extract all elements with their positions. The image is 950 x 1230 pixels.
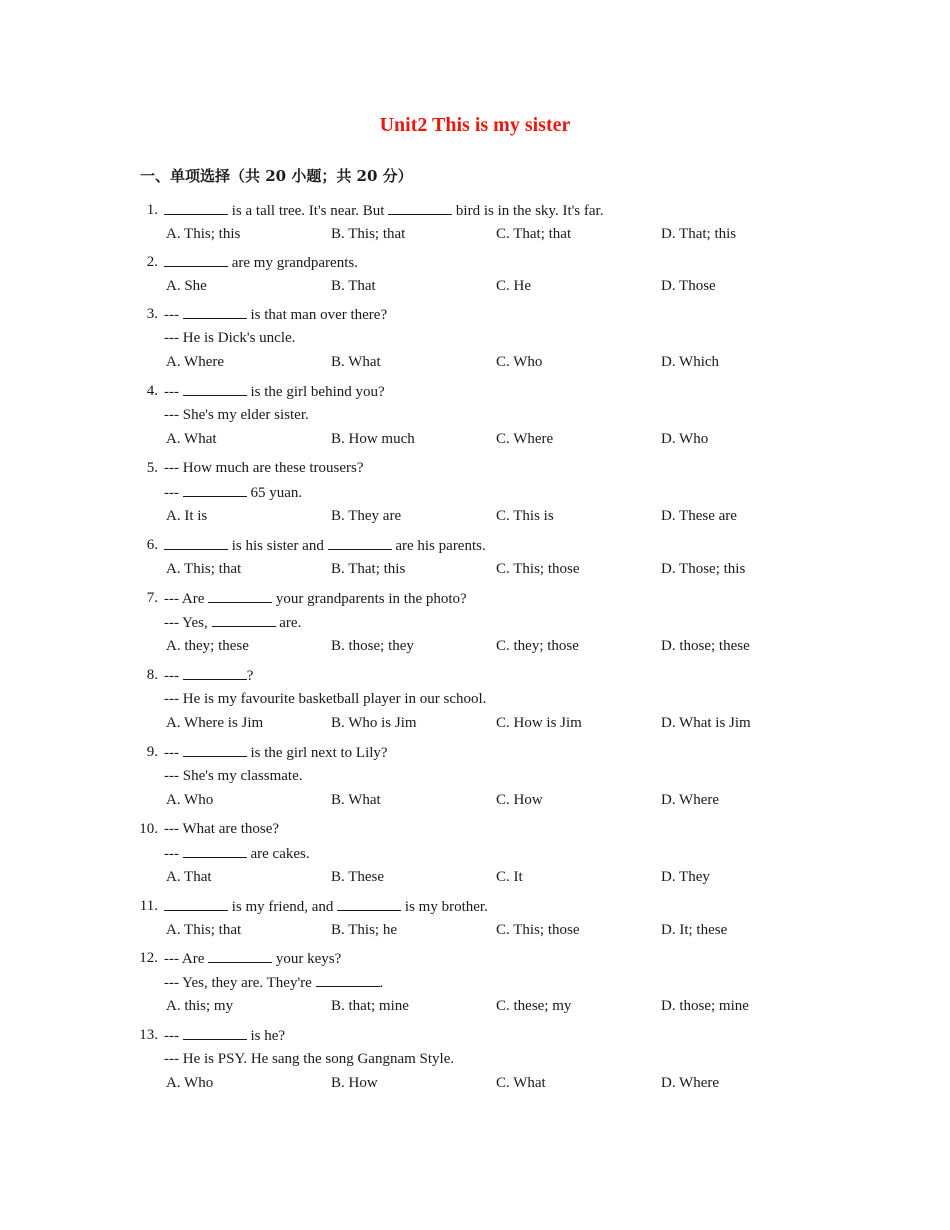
question-line: [164, 819, 279, 839]
question-number: 7.: [146, 590, 158, 606]
answer-option[interactable]: C. That; that: [496, 226, 572, 242]
answer-blank: [328, 535, 392, 550]
question-number: 10.: [139, 821, 158, 837]
question-number: 6.: [146, 537, 158, 553]
question-text: is the girl behind you?: [246, 384, 385, 400]
question-line: [164, 689, 486, 709]
answer-option[interactable]: D. What is Jim: [661, 715, 751, 731]
question-text: ---: [164, 1028, 183, 1044]
answer-option[interactable]: A. they; these: [166, 638, 249, 654]
answer-option[interactable]: C. How: [496, 792, 543, 808]
question-text: ---: [164, 745, 183, 761]
question-text: are my grandparents.: [228, 255, 358, 271]
document-title: Unit2 This is my sister: [379, 114, 571, 136]
answer-option[interactable]: B. This; that: [331, 226, 406, 242]
answer-option[interactable]: B. those; they: [331, 638, 414, 654]
question-line: [164, 1025, 285, 1046]
question-text: is he?: [246, 1028, 286, 1044]
answer-option[interactable]: D. That; this: [661, 226, 737, 242]
question-text: --- Are: [164, 951, 209, 967]
answer-option[interactable]: C. This; those: [496, 561, 580, 577]
question-line: [164, 972, 383, 993]
answer-blank: [164, 252, 228, 267]
question-number: 5.: [146, 460, 158, 476]
question-line: [164, 665, 253, 686]
question-text: --- He is PSY. He sang the song Gangnam Style.: [164, 1051, 455, 1067]
question-text: ---: [164, 307, 183, 323]
question-line: [164, 458, 364, 478]
answer-option[interactable]: B. Who is Jim: [331, 715, 417, 731]
question-line: [164, 200, 603, 221]
answer-blank: [164, 200, 228, 215]
question-text: are cakes.: [246, 846, 310, 862]
question-number: 13.: [139, 1027, 158, 1043]
answer-option[interactable]: B. That; this: [331, 561, 406, 577]
question-line: [164, 482, 302, 503]
answer-option[interactable]: C. these; my: [496, 998, 572, 1014]
answer-option[interactable]: B. They are: [331, 508, 402, 524]
answer-option[interactable]: A. She: [166, 278, 207, 294]
question-line: [164, 405, 309, 425]
answer-option[interactable]: C. It: [496, 869, 523, 885]
answer-blank: [388, 200, 452, 215]
answer-blank: [208, 588, 272, 603]
question-line: [164, 612, 301, 633]
question-line: [164, 896, 488, 917]
question-text: ---: [164, 846, 183, 862]
answer-blank: [183, 742, 247, 757]
answer-option[interactable]: C. Where: [496, 431, 554, 447]
answer-option[interactable]: D. Where: [661, 792, 720, 808]
answer-option[interactable]: B. This; he: [331, 922, 397, 938]
question-number: 9.: [146, 744, 158, 760]
answer-option[interactable]: C. This is: [496, 508, 554, 524]
question-text: --- He is my favourite basketball player in our school.: [164, 691, 487, 707]
answer-blank: [183, 843, 247, 858]
answer-option[interactable]: D. They: [661, 869, 710, 885]
answer-option[interactable]: D. It; these: [661, 922, 728, 938]
question-text: are.: [275, 615, 302, 631]
question-text: ---: [164, 384, 183, 400]
question-line: [164, 252, 358, 273]
answer-option[interactable]: B. What: [331, 354, 381, 370]
question-number: 3.: [146, 306, 158, 322]
question-text: your keys?: [272, 951, 342, 967]
answer-option[interactable]: A. Where: [166, 354, 225, 370]
question-line: [164, 328, 295, 348]
answer-option[interactable]: A. It is: [166, 508, 208, 524]
answer-option[interactable]: A. Who: [166, 792, 214, 808]
question-number: 1.: [146, 202, 158, 218]
question-text: --- What are those?: [164, 821, 280, 837]
question-text: 65 yuan.: [246, 485, 303, 501]
answer-option[interactable]: B. What: [331, 792, 381, 808]
question-text: is a tall tree. It's near. But: [228, 203, 389, 219]
answer-option[interactable]: D. those; these: [661, 638, 750, 654]
answer-blank: [164, 535, 228, 550]
answer-blank: [183, 1025, 247, 1040]
answer-option[interactable]: B. These: [331, 869, 385, 885]
answer-option[interactable]: D. Those: [661, 278, 716, 294]
question-text: --- She's my elder sister.: [164, 407, 309, 423]
question-line: [164, 381, 385, 402]
question-text: --- Are: [164, 591, 209, 607]
answer-option[interactable]: D. Those; this: [661, 561, 746, 577]
question-line: [164, 843, 310, 864]
answer-option[interactable]: A. What: [166, 431, 217, 447]
answer-blank: [212, 612, 276, 627]
answer-option[interactable]: D. Who: [661, 431, 709, 447]
question-number: 8.: [146, 667, 158, 683]
answer-option[interactable]: C. This; those: [496, 922, 580, 938]
question-line: [164, 1049, 454, 1069]
question-text: is his sister and: [228, 538, 328, 554]
question-text: bird is in the sky. It's far.: [452, 203, 604, 219]
answer-option[interactable]: B. How much: [331, 431, 415, 447]
question-text: ---: [164, 668, 183, 684]
answer-option[interactable]: B. that; mine: [331, 998, 409, 1014]
answer-option[interactable]: C. What: [496, 1075, 546, 1091]
answer-option[interactable]: A. Where is Jim: [166, 715, 264, 731]
question-text: are his parents.: [391, 538, 486, 554]
answer-option[interactable]: C. He: [496, 278, 531, 294]
answer-option[interactable]: A. That: [166, 869, 212, 885]
answer-option[interactable]: D. These are: [661, 508, 737, 524]
question-line: [164, 535, 486, 556]
question-text: --- Yes,: [164, 615, 212, 631]
question-line: [164, 304, 387, 325]
question-text: ---: [164, 485, 183, 501]
answer-option[interactable]: A. Who: [166, 1075, 214, 1091]
question-text: your grandparents in the photo?: [272, 591, 467, 607]
answer-blank: [183, 482, 247, 497]
answer-blank: [183, 381, 247, 396]
answer-option[interactable]: D. Where: [661, 1075, 720, 1091]
answer-blank: [164, 896, 228, 911]
answer-option[interactable]: C. How is Jim: [496, 715, 582, 731]
answer-option[interactable]: A. this; my: [166, 998, 234, 1014]
question-text: ?: [246, 668, 254, 684]
answer-option[interactable]: D. those; mine: [661, 998, 749, 1014]
question-text: is that man over there?: [246, 307, 388, 323]
answer-blank: [183, 665, 247, 680]
answer-option[interactable]: B. That: [331, 278, 376, 294]
answer-option[interactable]: A. This; this: [166, 226, 241, 242]
answer-option[interactable]: B. How: [331, 1075, 378, 1091]
question-number: 11.: [139, 898, 158, 914]
question-line: [164, 588, 467, 609]
question-number: 12.: [139, 950, 158, 966]
section-heading: 一、单项选择（共 20 小题；共 20 分）: [140, 167, 413, 185]
question-text: is the girl next to Lily?: [246, 745, 388, 761]
answer-option[interactable]: A. This; that: [166, 561, 242, 577]
question-text: --- He is Dick's uncle.: [164, 330, 296, 346]
question-text: is my brother.: [401, 899, 488, 915]
question-number: 2.: [146, 254, 158, 270]
question-number: 4.: [146, 383, 158, 399]
answer-blank: [208, 948, 272, 963]
question-text: --- She's my classmate.: [164, 768, 303, 784]
question-text: is my friend, and: [228, 899, 338, 915]
question-line: [164, 742, 388, 763]
answer-option[interactable]: C. they; those: [496, 638, 579, 654]
answer-blank: [337, 896, 401, 911]
question-text: --- Yes, they are. They're: [164, 975, 316, 991]
question-text: --- How much are these trousers?: [164, 460, 364, 476]
question-line: [164, 948, 341, 969]
answer-blank: [316, 972, 380, 987]
answer-option[interactable]: A. This; that: [166, 922, 242, 938]
answer-option[interactable]: D. Which: [661, 354, 720, 370]
answer-option[interactable]: C. Who: [496, 354, 543, 370]
question-text: .: [379, 975, 384, 991]
question-line: [164, 766, 303, 786]
answer-blank: [183, 304, 247, 319]
